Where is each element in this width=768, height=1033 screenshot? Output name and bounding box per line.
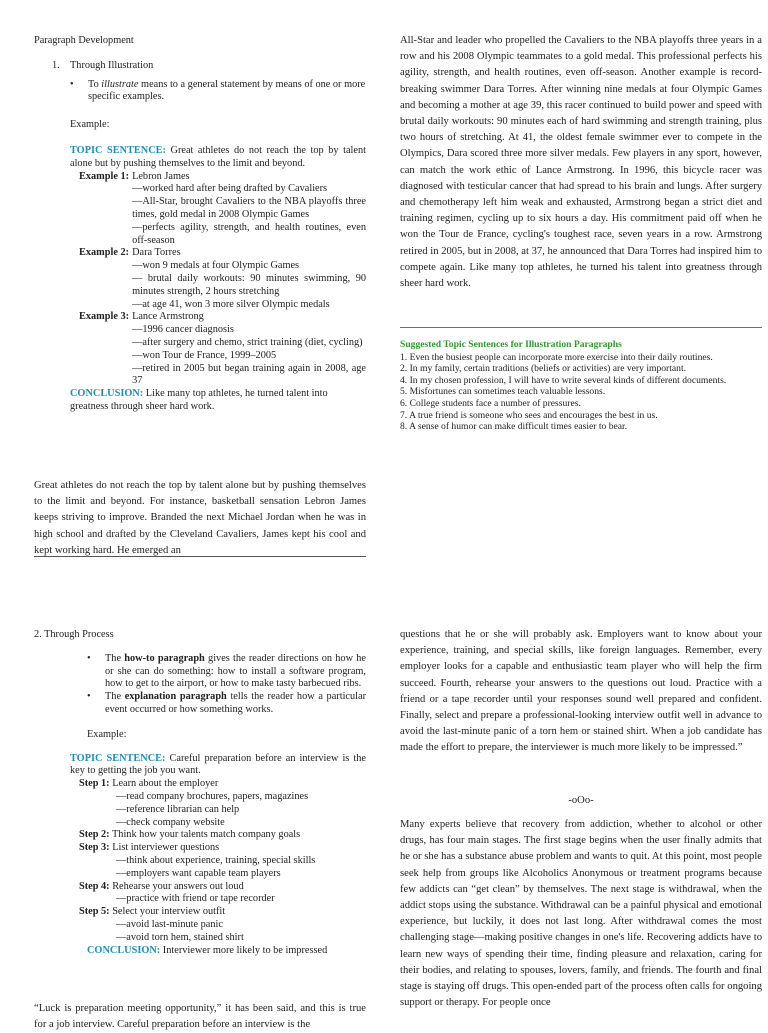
example-name: Lebron James [132, 170, 190, 182]
step-name: Select your interview outfit [112, 906, 226, 918]
example-detail: —worked hard after being drafted by Cavaliers [132, 183, 328, 195]
example-name: Dara Torres [132, 247, 181, 259]
suggested-item: 8. A sense of humor can make difficult times easier to bear. [400, 421, 628, 433]
step-label: Step 4: [79, 880, 110, 892]
step-item [79, 778, 366, 829]
step-detail: —avoid last-minute panic [116, 918, 223, 930]
example-label: Example 3: [79, 311, 130, 323]
example-detail: — brutal daily workouts: 90 minutes swimming, 90 minutes strength, 2 hours stretching [132, 272, 366, 297]
section-heading-process: 2. Through Process [34, 629, 114, 640]
step-item [79, 842, 366, 880]
step-label: Step 1: [79, 778, 110, 790]
example-label: Example: [70, 119, 110, 131]
example-item [79, 247, 366, 311]
suggested-item: 4. In my chosen profession, I will have to write several kinds of different documents. [400, 374, 727, 386]
step-detail: —check company website [116, 816, 225, 828]
topic-sentence: TOPIC SENTENCE: Great athletes do not reach the top by talent alone but by pushing themselves to the limit and beyond. [70, 144, 366, 169]
example-list [34, 171, 366, 389]
page1-left-column [34, 35, 366, 414]
process-type-bullet: • The how-to paragraph gives the reader directions on how he or she can do something: how to install a software program, how to get to the airport, or how to make tasty barbecued ribs. [87, 653, 366, 691]
athletes-paragraph-continued: All-Star and leader who propelled the Cavaliers to the NBA playoffs three years in a row and his 2008 Olympic teammates to a gold medal. This professional perfects his agility, strength, and health routines, even off-season. Another example is record-breaking swimmer Dara Torres. After winning nine medals at four Olympic Games and becoming a mother at age 39, this racer continued to build power and speed with brutal daily workouts: 90 minutes each of hard swimming and strength training, plus two hours of stretching. At 41, the oldest female swimmer ever to compete in the Olympics, Dara scored three more silver medals. Few players in any sport, however, can match the work ethic of Lance Armstrong. In 1996, this bicycle racer was diagnosed with testicular cancer that had spread to his brain and lungs. After surgery and chemotherapy left him weak and exhausted, Armstrong began a strict diet and training regimen, cycling up to six hours a day. His commitment paid off when he won the Tour de France, cycling's toughest race, seven years in a row. Armstrong retired in 2005, but in 2008, at 37, he announced that Dara Torres had inspired him to compete again. Like many top athletes, he turned his talent into greatness through sheer hard work. [400, 35, 762, 290]
athletes-paragraph-start: Great athletes do not reach the top by talent alone but by pushing themselves to the limit and beyond. For instance, basketball sensation Lebron James keeps striving to improve. Branded the next Michael Jordan when he was in high school and drafted by the Cleveland Cavaliers, James kept his cool and kept working hard. He emerged an [34, 480, 366, 556]
example-detail: —won Tour de France, 1999–2005 [132, 349, 277, 361]
example-detail: —at age 41, won 3 more silver Olympic medals [132, 298, 330, 310]
column-rule-left [34, 556, 366, 557]
step-detail: —reference librarian can help [116, 803, 240, 815]
topic-sentence-2: TOPIC SENTENCE: Careful preparation before an interview is the key to getting the job you want. [70, 752, 366, 777]
page2-left-column [34, 629, 366, 957]
interview-paragraph-start: “Luck is preparation meeting opportunity,” it has been said, and this is true for a job interview. Careful preparation before an interview is the [34, 1003, 366, 1031]
step-detail: —think about experience, training, special skills [116, 854, 316, 866]
step-label: Step 5: [79, 906, 110, 918]
example-label: Example 1: [79, 170, 130, 182]
example-label: Example 2: [79, 247, 130, 259]
example-name: Lance Armstrong [132, 311, 204, 323]
example-detail: —retired in 2005 but began training again in 2008, age 37 [132, 362, 366, 387]
conclusion: CONCLUSION: Like many top athletes, he turned talent into greatness through sheer hard work. [70, 388, 328, 412]
process-type-bullet: • The explanation paragraph tells the reader how a particular event occurred or how something works. [87, 691, 366, 717]
step-item [79, 906, 366, 944]
example-detail: —All-Star, brought Cavaliers to the NBA playoffs three times, gold medal in 2008 Olympic Games [132, 196, 366, 220]
example-detail: —1996 cancer diagnosis [132, 324, 234, 336]
step-detail: —read company brochures, papers, magazines [116, 790, 309, 802]
interview-paragraph-continued: questions that he or she will probably ask. Employers want to know about your experience, training, and special skills, like foreign languages. Remember, every employer looks for a capable and enthusiastic team player who will help the firm succeed. Fourth, rehearse your answers to the questions out loud. Practice with a friend or a tape recorder until your responses sound well prepared and confident. Finally, select and prepare a professional-looking interview outfit well in advance to avoid the last-minute panic of a torn hem or stained shirt. When a job candidate has made the effort to prepare, the interviewer is much more likely to be impressed.” [400, 629, 762, 754]
example-label-2: Example: [87, 728, 127, 740]
step-name: Rehearse your answers out loud [112, 880, 244, 892]
separator: -oOo- [568, 795, 594, 806]
suggested-item: 1. Even the busiest people can incorporate more exercise into their daily routines. [400, 351, 713, 363]
example-detail: —won 9 medals at four Olympic Games [132, 260, 300, 272]
suggested-item: 5. Misfortunes can sometimes teach valuable lessons. [400, 386, 606, 398]
addiction-paragraph: Many experts believe that recovery from addiction, whether to alcohol or other drugs, has four main stages. The first stage begins when the user finally admits that he or she has a substance abuse problem and wants to quit. At this point, most people seek help from groups like Alcoholics Anonymous or treatment programs because few addicts can “get clean” by themselves. The next stage is withdrawal, when the addict stops using the substance. Withdrawal can be a painful physical and emotional experience, but luckily, it does not last long. After withdrawal comes the most challenging stage—making positive changes in one's life. Recovering addicts have to learn new ways of spending their time, finding pleasure and relaxation, caring for their bodies, and relating to spouses, lovers, family, and friends. The fourth and final stage is staying off drugs. This open-ended part of the process often calls for ongoing support or therapy. For people once [400, 819, 762, 1009]
conclusion-2: CONCLUSION: Interviewer more likely to be impressed [87, 944, 328, 956]
suggested-item: 7. A true friend is someone who sees and encourages the best in us. [400, 409, 658, 421]
example-item [79, 171, 366, 248]
step-item [79, 881, 366, 907]
example-item [79, 311, 366, 388]
suggested-title: Suggested Topic Sentences for Illustration Paragraphs [400, 339, 622, 350]
step-label: Step 3: [79, 842, 110, 854]
example-detail: —perfects agility, strength, and health routines, even off-season [132, 221, 366, 246]
example-detail: —after surgery and chemo, strict training (diet, cycling) [132, 336, 363, 348]
step-item [79, 829, 366, 842]
step-name: Think how your talents match company goals [112, 829, 301, 841]
suggested-item: 2. In my family, certain traditions (beliefs or activities) are very important. [400, 363, 687, 375]
step-name: List interviewer questions [112, 842, 220, 854]
step-name: Learn about the employer [112, 778, 219, 790]
step-list [34, 778, 366, 944]
doc-title: Paragraph Development [34, 35, 134, 46]
illustrate-definition: • To illustrate means to a general statement by means of one or more specific examples. [70, 79, 366, 105]
step-label: Step 2: [79, 829, 110, 841]
section-heading-illustration: 1. Through Illustration [52, 59, 154, 71]
step-detail: —avoid torn hem, stained shirt [116, 931, 244, 943]
suggested-topics [400, 339, 730, 433]
suggested-rule [400, 327, 762, 328]
suggested-item: 6. College students face a number of pressures. [400, 397, 581, 409]
step-detail: —practice with friend or tape recorder [116, 893, 275, 905]
step-detail: —employers want capable team players [116, 867, 281, 879]
